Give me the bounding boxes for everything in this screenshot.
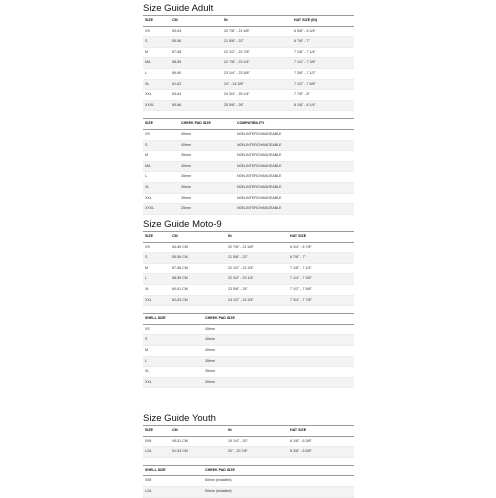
table-cell: 58-59 [172,60,182,65]
column-header: IN [228,234,232,238]
table-header-row [143,16,354,27]
table-cell: L/XL [145,449,153,454]
table-cell: 6 5/8" - 6 3/4" [294,28,316,33]
table-cell: L [145,174,147,179]
table-cell: 24 1/2" - 24 3/4" [228,297,254,302]
table-cell: S [145,337,148,342]
table-row [143,378,354,389]
table-row [143,325,354,336]
table-row [143,346,354,357]
table-cell: 59-60 [172,70,182,75]
column-header: CHEEK PAD SIZE [205,467,235,472]
table-cell: 65-66 [172,102,182,107]
adult-size-table [143,15,354,111]
table-cell: XL [145,286,150,291]
youth-title: Size Guide Youth [143,413,216,424]
table-cell: 7 7/8" - 8" [294,92,310,97]
table-cell: 7 1/2" - 7 5/8" [294,81,316,86]
table-cell: NON-INTERCHANGEABLE [237,153,282,158]
table-cell: S/M [145,438,152,443]
column-header: CM [172,428,178,432]
table-cell: S [145,142,148,147]
table-row [143,37,354,48]
table-row [143,253,354,264]
table-cell: 50mm (installed) [205,488,232,493]
table-row [143,90,354,101]
table-cell: 6 1/8" - 6 3/8" [290,438,312,443]
table-cell: 40mm [205,337,215,342]
table-cell: 35mm [181,153,191,158]
table-cell: S [145,255,148,260]
column-header: HAT SIZE (IN) [294,18,318,22]
column-header: SIZE [145,18,153,22]
table-cell: XS [145,28,150,33]
table-cell: 21 5/8" - 22" [228,255,248,260]
column-header: CM [172,18,178,22]
table-cell: NON-INTERCHANGEABLE [237,142,282,147]
table-row [143,447,354,458]
table-row [143,172,354,183]
table-row [143,264,354,275]
table-row [143,204,354,215]
table-row [143,162,354,173]
table-header-row [143,466,354,477]
table-cell: 53-54 [172,28,182,33]
adult-section [143,3,354,215]
table-cell: 6 3/8" - 6 5/8" [290,449,312,454]
moto9-title: Size Guide Moto-9 [143,219,222,230]
table-cell: M [145,153,148,158]
table-cell: 20 7/8" - 21 5/8" [224,28,250,33]
table-header-row [143,314,354,325]
youth-section [143,413,354,498]
table-cell: XXXL [145,102,155,107]
table-cell: 23 5/8" - 24" [228,286,248,291]
table-cell: XXXL [145,206,155,211]
table-cell: 49-51 CM [172,438,188,443]
table-cell: 51-53 CM [172,449,188,454]
table-cell: 57-58 [172,49,182,54]
table-cell: 24 3/4" - 25 1/4" [224,92,250,97]
column-header: COMPATIBILITY [237,121,265,126]
table-cell: 55-56 CM [172,255,188,260]
table-cell: L [145,276,147,281]
adult-cheek-table [143,118,354,214]
table-cell: 8 1/8" - 8 1/4" [294,102,316,107]
youth-cheek-table [143,465,354,498]
table-row [143,476,354,487]
table-row [143,357,354,368]
table-cell: 7 1/8" - 7 1/4" [290,265,312,270]
table-cell: 30mm [205,379,215,384]
table-row [143,27,354,38]
table-cell: 60-61 CM [172,286,188,291]
table-row [143,48,354,59]
column-header: SIZE [145,234,153,238]
table-row [143,243,354,254]
table-cell: L/XL [145,488,153,493]
column-header: IN [228,428,232,432]
table-cell: NON-INTERCHANGEABLE [237,163,282,168]
table-cell: 7 1/4" - 7 3/8" [294,60,316,65]
table-cell: NON-INTERCHANGEABLE [237,195,282,200]
table-cell: M [145,265,148,270]
table-cell: 30mm [181,184,191,189]
table-cell: XS [145,326,150,331]
table-row [143,130,354,141]
table-cell: 58-59 CM [172,276,188,281]
table-cell: XXL [145,195,152,200]
table-cell: 7 3/8" - 7 1/2" [294,70,316,75]
column-header: CM [172,234,178,238]
table-cell: 35mm [181,174,191,179]
table-cell: 40mm [181,142,191,147]
moto9-section [143,219,354,388]
moto9-cheek-table [143,313,354,388]
table-cell: 45mm [181,131,191,136]
table-row [143,151,354,162]
table-cell: M [145,347,148,352]
adult-title: Size Guide Adult [143,3,214,14]
table-cell: 22 1/2" - 22 7/8" [224,49,250,54]
table-cell: S/M [145,478,152,483]
table-cell: 45mm [205,326,215,331]
column-header: SIZE [145,121,153,126]
table-row [143,274,354,285]
table-cell: NON-INTERCHANGEABLE [237,184,282,189]
table-cell: 6 7/8" - 7" [294,39,310,44]
table-row [143,69,354,80]
table-cell: M [145,49,148,54]
table-cell: M/L [145,60,151,65]
table-row [143,141,354,152]
table-cell: 7 3/4" - 7 7/8" [290,297,312,302]
table-cell: 7 1/8" - 7 1/4" [294,49,316,54]
table-cell: 22 7/8" - 23 1/4" [224,60,250,65]
column-header: CHEEK PAD SIZE [181,121,211,126]
table-cell: L [145,70,147,75]
table-cell: 7 1/2" - 7 5/8" [290,286,312,291]
column-header: SHELL SIZE [145,467,166,472]
table-cell: 35mm [181,195,191,200]
table-cell: 54-55 CM [172,244,188,249]
table-cell: 63-64 [172,92,182,97]
table-cell: XL [145,184,150,189]
table-cell: 55-56 [172,39,182,44]
table-cell: 20 7/8" - 21 5/8" [228,244,254,249]
column-header: HAT SIZE [290,428,307,432]
table-cell: 24" - 24 3/8" [224,81,244,86]
moto9-size-table [143,231,354,306]
table-cell: 25 5/8" - 26" [224,102,244,107]
table-row [143,367,354,378]
table-row [143,437,354,448]
table-cell: 35mm [205,369,215,374]
table-row [143,194,354,205]
table-cell: 7 1/4" - 7 3/8" [290,276,312,281]
table-row [143,183,354,194]
table-cell: 62-63 CM [172,297,188,302]
column-header: IN [224,18,228,22]
table-cell: XXL [145,92,152,97]
table-cell: 22 1/2" - 22 3/4" [228,265,254,270]
youth-size-table [143,425,354,458]
table-cell: 40mm [205,347,215,352]
table-cell: NON-INTERCHANGEABLE [237,131,282,136]
table-cell: XXL [145,379,152,384]
table-cell: S [145,39,148,44]
table-cell: 35mm [205,358,215,363]
table-cell: NON-INTERCHANGEABLE [237,174,282,179]
table-cell: 20" - 20 7/8" [228,449,248,454]
table-row [143,80,354,91]
table-header-row [143,119,354,130]
table-cell: 25mm [181,206,191,211]
table-cell: 40mm [181,163,191,168]
table-cell: M/L [145,163,151,168]
table-cell: XS [145,244,150,249]
table-cell: XL [145,369,150,374]
table-cell: 22 3/4" - 23 1/4" [228,276,254,281]
table-row [143,58,354,69]
table-header-row [143,232,354,243]
table-cell: 19 1/4" - 20" [228,438,248,443]
table-cell: 6 7/8" - 7" [290,255,306,260]
table-cell: 61-62 [172,81,182,86]
table-cell: L [145,358,147,363]
table-header-row [143,426,354,437]
table-cell: 6 3/4" - 6 7/8" [290,244,312,249]
table-cell: 57-58 CM [172,265,188,270]
table-cell: XL [145,81,150,86]
column-header: HAT SIZE [290,234,307,238]
table-cell: NON-INTERCHANGEABLE [237,206,282,211]
table-row [143,335,354,346]
table-row [143,285,354,296]
column-header: SHELL SIZE [145,316,166,321]
table-cell: 21 5/8" - 22" [224,39,244,44]
table-row [143,296,354,307]
table-cell: XXL [145,297,152,302]
column-header: SIZE [145,428,153,432]
column-header: CHEEK PAD SIZE [205,316,235,321]
table-row [143,101,354,112]
table-cell: 60mm (installed) [205,478,232,483]
table-cell: XS [145,131,150,136]
table-cell: 23 1/4" - 23 5/8" [224,70,250,75]
